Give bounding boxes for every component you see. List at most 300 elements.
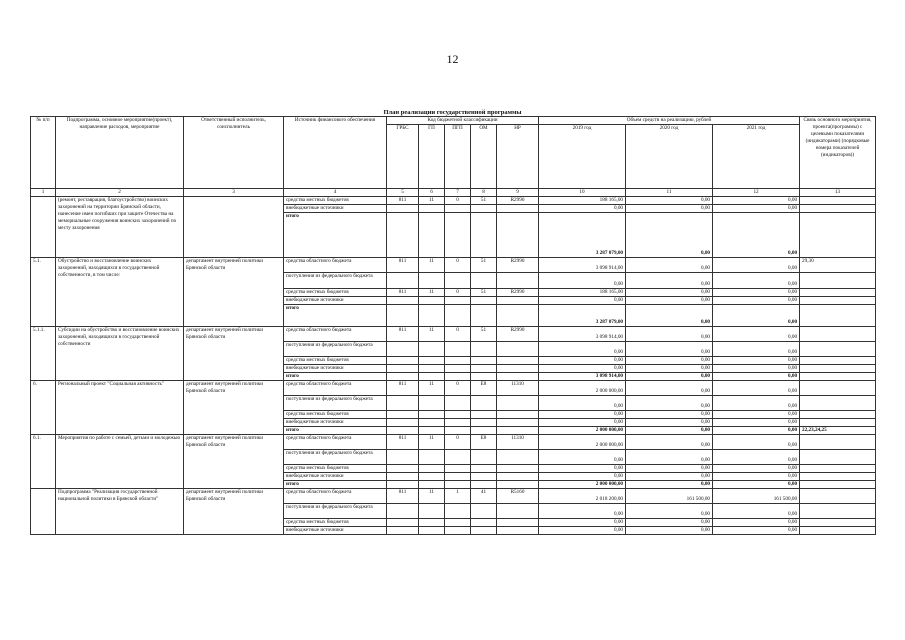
header-gp: ГП bbox=[419, 125, 445, 189]
nr-cell bbox=[497, 357, 539, 365]
link-cell bbox=[800, 519, 876, 527]
value-2019: 3 098 914,00 bbox=[539, 373, 626, 381]
value-2021: 0,00 bbox=[713, 411, 800, 419]
om-cell bbox=[471, 427, 497, 435]
source-cell: средства областного бюджета bbox=[284, 435, 387, 450]
nr-cell: R2990 bbox=[497, 258, 539, 273]
link-cell bbox=[800, 450, 876, 465]
value-2020: 0,00 bbox=[626, 213, 713, 258]
pgp-cell bbox=[445, 305, 471, 327]
grbs-cell bbox=[387, 481, 419, 489]
grbs-cell bbox=[387, 273, 419, 289]
header-volume-group: Объем средств на реализацию, рублей bbox=[539, 117, 800, 125]
value-2019: 188 165,00 bbox=[539, 197, 626, 205]
link-cell bbox=[800, 473, 876, 481]
value-2019: 0,00 bbox=[539, 357, 626, 365]
gp-cell: 11 bbox=[419, 435, 445, 450]
pgp-cell bbox=[445, 205, 471, 213]
gp-cell bbox=[419, 205, 445, 213]
nr-cell: R5160 bbox=[497, 489, 539, 504]
pgp-cell bbox=[445, 427, 471, 435]
om-cell bbox=[471, 504, 497, 519]
value-2020: 0,00 bbox=[626, 342, 713, 357]
value-2020: 0,00 bbox=[626, 527, 713, 535]
link-cell bbox=[800, 357, 876, 365]
nr-cell bbox=[497, 273, 539, 289]
om-cell: 41 bbox=[471, 489, 497, 504]
row-name: Мероприятия по работе с семьей, детьми и молодежью bbox=[56, 435, 184, 489]
source-cell: итого bbox=[284, 427, 387, 435]
gp-cell bbox=[419, 365, 445, 373]
om-cell bbox=[471, 373, 497, 381]
grbs-cell bbox=[387, 465, 419, 473]
nr-cell bbox=[497, 297, 539, 305]
source-cell: внебюджетные источники bbox=[284, 527, 387, 535]
link-cell bbox=[800, 435, 876, 450]
value-2020: 0,00 bbox=[626, 465, 713, 473]
value-2021: 0,00 bbox=[713, 258, 800, 273]
nr-cell bbox=[497, 504, 539, 519]
nr-cell bbox=[497, 473, 539, 481]
value-2019: 0,00 bbox=[539, 519, 626, 527]
pgp-cell bbox=[445, 473, 471, 481]
value-2019: 2 018 200,00 bbox=[539, 489, 626, 504]
value-2019: 0,00 bbox=[539, 504, 626, 519]
pgp-cell bbox=[445, 465, 471, 473]
link-cell bbox=[800, 205, 876, 213]
colnum: 11 bbox=[626, 189, 713, 197]
gp-cell bbox=[419, 396, 445, 411]
source-cell: средства областного бюджета bbox=[284, 489, 387, 504]
gp-cell bbox=[419, 473, 445, 481]
source-cell: итого bbox=[284, 481, 387, 489]
om-cell bbox=[471, 297, 497, 305]
source-cell: внебюджетные источники bbox=[284, 419, 387, 427]
source-cell: поступления из федерального бюджета bbox=[284, 450, 387, 465]
value-2020: 0,00 bbox=[626, 473, 713, 481]
nr-cell bbox=[497, 427, 539, 435]
nr-cell bbox=[497, 481, 539, 489]
gp-cell bbox=[419, 273, 445, 289]
nr-cell bbox=[497, 396, 539, 411]
gp-cell bbox=[419, 527, 445, 535]
nr-cell bbox=[497, 527, 539, 535]
value-2021: 0,00 bbox=[713, 213, 800, 258]
row-number: 5.1.1. bbox=[31, 327, 56, 381]
value-2020: 0,00 bbox=[626, 381, 713, 396]
value-2019: 0,00 bbox=[539, 297, 626, 305]
value-2020: 161 500,00 bbox=[626, 489, 713, 504]
nr-cell: 11310 bbox=[497, 381, 539, 396]
link-cell bbox=[800, 273, 876, 289]
header-2020: 2020 год bbox=[626, 125, 713, 189]
row-executor: департамент внутренней политики Брянской области bbox=[184, 381, 284, 435]
colnum: 9 bbox=[497, 189, 539, 197]
source-cell: средства областного бюджета bbox=[284, 327, 387, 342]
pgp-cell bbox=[445, 396, 471, 411]
value-2020: 0,00 bbox=[626, 205, 713, 213]
value-2021: 0,00 bbox=[713, 197, 800, 205]
row-name: Субсидии на обустройство и восстановление воинских захоронений, находящихся в государственной собственности bbox=[56, 327, 184, 381]
header-source: Источник финансового обеспечения bbox=[284, 117, 387, 189]
source-cell: итого bbox=[284, 373, 387, 381]
gp-cell bbox=[419, 305, 445, 327]
value-2021: 0,00 bbox=[713, 305, 800, 327]
link-cell bbox=[800, 197, 876, 205]
om-cell bbox=[471, 481, 497, 489]
om-cell: 51 bbox=[471, 289, 497, 297]
link-cell: 22,23,24,25 bbox=[800, 427, 876, 435]
header-2019: 2019 год bbox=[539, 125, 626, 189]
om-cell: E8 bbox=[471, 435, 497, 450]
colnum: 5 bbox=[387, 189, 419, 197]
row-number bbox=[31, 489, 56, 535]
value-2021: 161 500,00 bbox=[713, 489, 800, 504]
value-2019: 0,00 bbox=[539, 365, 626, 373]
om-cell bbox=[471, 273, 497, 289]
value-2019: 3 098 914,00 bbox=[539, 327, 626, 342]
value-2019: 2 000 000,00 bbox=[539, 481, 626, 489]
nr-cell bbox=[497, 519, 539, 527]
value-2020: 0,00 bbox=[626, 427, 713, 435]
value-2021: 0,00 bbox=[713, 481, 800, 489]
grbs-cell: 811 bbox=[387, 489, 419, 504]
value-2020: 0,00 bbox=[626, 273, 713, 289]
gp-cell: 11 bbox=[419, 197, 445, 205]
pgp-cell bbox=[445, 357, 471, 365]
grbs-cell bbox=[387, 342, 419, 357]
pgp-cell: 0 bbox=[445, 327, 471, 342]
value-2020: 0,00 bbox=[626, 419, 713, 427]
nr-cell bbox=[497, 465, 539, 473]
grbs-cell: 811 bbox=[387, 289, 419, 297]
value-2019: 3 287 079,00 bbox=[539, 213, 626, 258]
pgp-cell bbox=[445, 527, 471, 535]
value-2019: 3 098 914,00 bbox=[539, 258, 626, 273]
link-cell bbox=[800, 327, 876, 342]
header-no: № п/п bbox=[31, 117, 56, 189]
value-2021: 0,00 bbox=[713, 427, 800, 435]
header-om: ОМ bbox=[471, 125, 497, 189]
om-cell bbox=[471, 213, 497, 258]
value-2020: 0,00 bbox=[626, 197, 713, 205]
nr-cell: R2990 bbox=[497, 289, 539, 297]
row-executor: департамент внутренней политики Брянской области bbox=[184, 489, 284, 535]
grbs-cell bbox=[387, 419, 419, 427]
header-nr: НР bbox=[497, 125, 539, 189]
value-2020: 0,00 bbox=[626, 305, 713, 327]
colnum: 13 bbox=[800, 189, 876, 197]
value-2021: 0,00 bbox=[713, 519, 800, 527]
value-2020: 0,00 bbox=[626, 258, 713, 273]
value-2019: 0,00 bbox=[539, 465, 626, 473]
om-cell bbox=[471, 342, 497, 357]
row-number: 6.1. bbox=[31, 435, 56, 489]
nr-cell bbox=[497, 213, 539, 258]
nr-cell bbox=[497, 373, 539, 381]
table-body bbox=[31, 197, 876, 535]
gp-cell bbox=[419, 373, 445, 381]
pgp-cell bbox=[445, 273, 471, 289]
pgp-cell bbox=[445, 450, 471, 465]
grbs-cell: 811 bbox=[387, 327, 419, 342]
value-2021: 0,00 bbox=[713, 373, 800, 381]
om-cell: 51 bbox=[471, 327, 497, 342]
header-code-group: Код бюджетной классификации bbox=[387, 117, 539, 125]
grbs-cell bbox=[387, 473, 419, 481]
header-executor: Ответственный исполнитель, соисполнитель bbox=[184, 117, 284, 189]
source-cell: поступления из федерального бюджета bbox=[284, 342, 387, 357]
row-name: Подпрограмма "Реализация государственной национальной политики в Брянской области" bbox=[56, 489, 184, 535]
value-2019: 0,00 bbox=[539, 273, 626, 289]
value-2019: 2 000 000,00 bbox=[539, 435, 626, 450]
source-cell: поступления из федерального бюджета bbox=[284, 396, 387, 411]
row-name: (ремонт, реставрация, благоустройство) воинских захоронений на территории Брянской области, нанесение имен погибших при защите Отечества на мемориальные сооружения воинских захоронений по месту захоронения bbox=[56, 197, 184, 258]
om-cell bbox=[471, 450, 497, 465]
colnum: 3 bbox=[184, 189, 284, 197]
value-2020: 0,00 bbox=[626, 396, 713, 411]
link-cell bbox=[800, 489, 876, 504]
link-cell bbox=[800, 297, 876, 305]
value-2021: 0,00 bbox=[713, 419, 800, 427]
grbs-cell bbox=[387, 297, 419, 305]
grbs-cell bbox=[387, 527, 419, 535]
gp-cell bbox=[419, 411, 445, 419]
grbs-cell bbox=[387, 450, 419, 465]
gp-cell: 11 bbox=[419, 381, 445, 396]
om-cell: 51 bbox=[471, 197, 497, 205]
grbs-cell bbox=[387, 213, 419, 258]
nr-cell: 11310 bbox=[497, 435, 539, 450]
source-cell: средства местных бюджетов bbox=[284, 289, 387, 297]
value-2021: 0,00 bbox=[713, 435, 800, 450]
nr-cell: R2990 bbox=[497, 197, 539, 205]
source-cell: итого bbox=[284, 213, 387, 258]
value-2020: 0,00 bbox=[626, 504, 713, 519]
link-cell bbox=[800, 504, 876, 519]
pgp-cell bbox=[445, 342, 471, 357]
colnum: 4 bbox=[284, 189, 387, 197]
pgp-cell bbox=[445, 373, 471, 381]
source-cell: внебюджетные источники bbox=[284, 297, 387, 305]
row-number: 6. bbox=[31, 381, 56, 435]
nr-cell bbox=[497, 342, 539, 357]
link-cell bbox=[800, 411, 876, 419]
value-2021: 0,00 bbox=[713, 365, 800, 373]
link-cell bbox=[800, 419, 876, 427]
link-cell bbox=[800, 305, 876, 327]
pgp-cell: 0 bbox=[445, 289, 471, 297]
grbs-cell bbox=[387, 373, 419, 381]
value-2019: 0,00 bbox=[539, 396, 626, 411]
gp-cell: 11 bbox=[419, 327, 445, 342]
om-cell: E8 bbox=[471, 381, 497, 396]
value-2020: 0,00 bbox=[626, 289, 713, 297]
nr-cell bbox=[497, 411, 539, 419]
gp-cell: 11 bbox=[419, 289, 445, 297]
colnum: 8 bbox=[471, 189, 497, 197]
gp-cell: 11 bbox=[419, 489, 445, 504]
grbs-cell bbox=[387, 205, 419, 213]
value-2021: 0,00 bbox=[713, 504, 800, 519]
page-number: 12 bbox=[446, 52, 459, 66]
link-cell bbox=[800, 365, 876, 373]
value-2020: 0,00 bbox=[626, 327, 713, 342]
colnum: 2 bbox=[56, 189, 184, 197]
table-row bbox=[31, 489, 876, 504]
gp-cell bbox=[419, 519, 445, 527]
table-row bbox=[31, 381, 876, 396]
om-cell bbox=[471, 365, 497, 373]
grbs-cell bbox=[387, 305, 419, 327]
nr-cell bbox=[497, 305, 539, 327]
row-executor: департамент внутренней политики Брянской области bbox=[184, 258, 284, 327]
om-cell bbox=[471, 473, 497, 481]
colnum: 12 bbox=[713, 189, 800, 197]
grbs-cell: 811 bbox=[387, 435, 419, 450]
header-link: Связь основного мероприятия, проекта(программы) с целевыми показателями (индикаторами) (порядковые номера показателей (индикаторов)) bbox=[800, 117, 876, 189]
pgp-cell bbox=[445, 297, 471, 305]
grbs-cell bbox=[387, 411, 419, 419]
source-cell: внебюджетные источники bbox=[284, 365, 387, 373]
pgp-cell bbox=[445, 419, 471, 427]
pgp-cell: 0 bbox=[445, 258, 471, 273]
om-cell bbox=[471, 419, 497, 427]
source-cell: поступления из федерального бюджета bbox=[284, 504, 387, 519]
gp-cell bbox=[419, 213, 445, 258]
pgp-cell: 1 bbox=[445, 489, 471, 504]
grbs-cell bbox=[387, 504, 419, 519]
header-pgp: ПГП bbox=[445, 125, 471, 189]
column-number-row bbox=[31, 189, 876, 197]
nr-cell: R2990 bbox=[497, 327, 539, 342]
gp-cell bbox=[419, 297, 445, 305]
gp-cell bbox=[419, 450, 445, 465]
value-2019: 0,00 bbox=[539, 450, 626, 465]
link-cell bbox=[800, 465, 876, 473]
gp-cell bbox=[419, 465, 445, 473]
value-2020: 0,00 bbox=[626, 481, 713, 489]
value-2021: 0,00 bbox=[713, 289, 800, 297]
value-2021: 0,00 bbox=[713, 473, 800, 481]
om-cell bbox=[471, 396, 497, 411]
value-2019: 0,00 bbox=[539, 342, 626, 357]
grbs-cell bbox=[387, 396, 419, 411]
om-cell bbox=[471, 465, 497, 473]
grbs-cell bbox=[387, 357, 419, 365]
grbs-cell bbox=[387, 427, 419, 435]
grbs-cell: 811 bbox=[387, 197, 419, 205]
pgp-cell bbox=[445, 481, 471, 489]
link-cell: 29,30 bbox=[800, 258, 876, 273]
link-cell bbox=[800, 481, 876, 489]
row-executor: департамент внутренней политики Брянской области bbox=[184, 435, 284, 489]
nr-cell bbox=[497, 365, 539, 373]
nr-cell bbox=[497, 419, 539, 427]
link-cell bbox=[800, 373, 876, 381]
source-cell: средства областного бюджета bbox=[284, 381, 387, 396]
value-2021: 0,00 bbox=[713, 465, 800, 473]
nr-cell bbox=[497, 450, 539, 465]
table-title: План реализации государственной программы bbox=[383, 109, 522, 116]
value-2019: 188 165,00 bbox=[539, 289, 626, 297]
value-2021: 0,00 bbox=[713, 205, 800, 213]
table-row bbox=[31, 197, 876, 205]
value-2021: 0,00 bbox=[713, 450, 800, 465]
value-2021: 0,00 bbox=[713, 342, 800, 357]
source-cell: средства местных бюджетов bbox=[284, 465, 387, 473]
row-name: Обустройство и восстановление воинских захоронений, находящихся в государственной собственности, в том числе: bbox=[56, 258, 184, 327]
om-cell bbox=[471, 519, 497, 527]
link-cell bbox=[800, 289, 876, 297]
row-number bbox=[31, 197, 56, 258]
nr-cell bbox=[497, 205, 539, 213]
pgp-cell bbox=[445, 213, 471, 258]
value-2019: 0,00 bbox=[539, 419, 626, 427]
value-2021: 0,00 bbox=[713, 396, 800, 411]
row-number: 5.1. bbox=[31, 258, 56, 327]
om-cell bbox=[471, 305, 497, 327]
value-2020: 0,00 bbox=[626, 365, 713, 373]
value-2021: 0,00 bbox=[713, 357, 800, 365]
gp-cell: 11 bbox=[419, 258, 445, 273]
pgp-cell bbox=[445, 365, 471, 373]
header-grbs: ГРБС bbox=[387, 125, 419, 189]
row-name: Региональный проект "Социальная активность" bbox=[56, 381, 184, 435]
source-cell: итого bbox=[284, 305, 387, 327]
gp-cell bbox=[419, 427, 445, 435]
value-2021: 0,00 bbox=[713, 527, 800, 535]
source-cell: внебюджетные источники bbox=[284, 473, 387, 481]
table-row bbox=[31, 435, 876, 450]
value-2021: 0,00 bbox=[713, 381, 800, 396]
value-2019: 2 000 000,00 bbox=[539, 427, 626, 435]
pgp-cell: 0 bbox=[445, 381, 471, 396]
value-2020: 0,00 bbox=[626, 373, 713, 381]
row-executor: департамент внутренней политики Брянской области bbox=[184, 327, 284, 381]
source-cell: средства областного бюджета bbox=[284, 258, 387, 273]
gp-cell bbox=[419, 504, 445, 519]
gp-cell bbox=[419, 342, 445, 357]
colnum: 7 bbox=[445, 189, 471, 197]
colnum: 6 bbox=[419, 189, 445, 197]
source-cell: поступления из федерального бюджета bbox=[284, 273, 387, 289]
colnum: 1 bbox=[31, 189, 56, 197]
grbs-cell bbox=[387, 365, 419, 373]
om-cell bbox=[471, 357, 497, 365]
pgp-cell bbox=[445, 411, 471, 419]
value-2020: 0,00 bbox=[626, 450, 713, 465]
gp-cell bbox=[419, 481, 445, 489]
om-cell: 51 bbox=[471, 258, 497, 273]
pgp-cell: 0 bbox=[445, 197, 471, 205]
value-2020: 0,00 bbox=[626, 435, 713, 450]
value-2021: 0,00 bbox=[713, 273, 800, 289]
table-row bbox=[31, 258, 876, 273]
grbs-cell: 811 bbox=[387, 381, 419, 396]
source-cell: средства местных бюджетов bbox=[284, 519, 387, 527]
om-cell bbox=[471, 411, 497, 419]
source-cell: средства местных бюджетов bbox=[284, 411, 387, 419]
pgp-cell bbox=[445, 504, 471, 519]
link-cell bbox=[800, 342, 876, 357]
link-cell bbox=[800, 396, 876, 411]
program-plan-table bbox=[30, 116, 876, 535]
link-cell bbox=[800, 381, 876, 396]
grbs-cell bbox=[387, 519, 419, 527]
om-cell bbox=[471, 527, 497, 535]
value-2019: 0,00 bbox=[539, 411, 626, 419]
